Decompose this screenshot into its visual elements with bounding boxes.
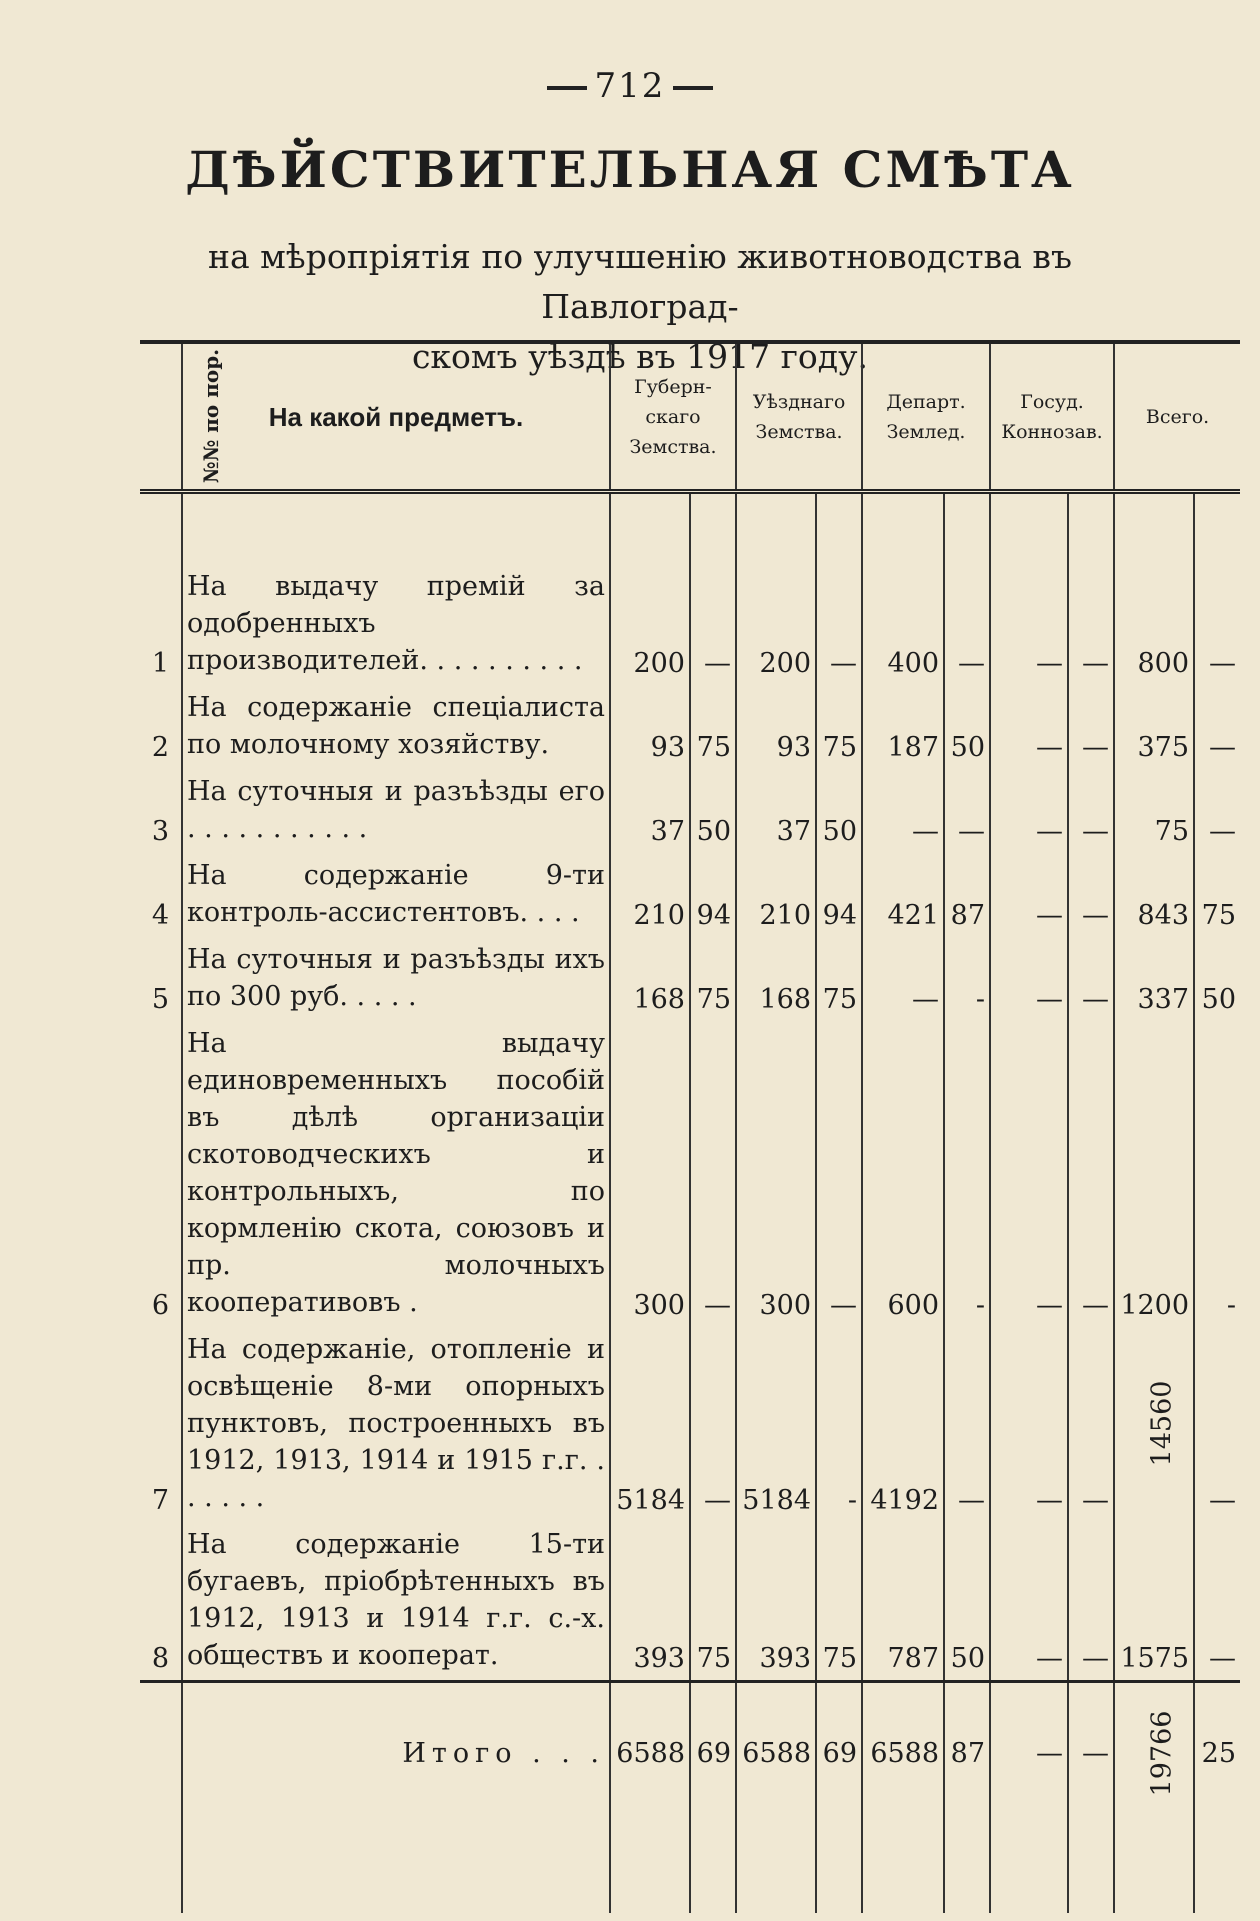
cell-dep: 421 bbox=[862, 853, 944, 937]
cell-uezd: 37 bbox=[736, 769, 816, 853]
row-number: 1 bbox=[151, 648, 170, 679]
cell-total-kop: 50 bbox=[1194, 937, 1240, 1021]
cell-uezd-kop: 50 bbox=[816, 769, 862, 853]
cell-uezd: 168 bbox=[736, 937, 816, 1021]
subtitle-line-2: скомъ уѣздѣ въ 1917 году. bbox=[411, 337, 869, 376]
cell-gos: — bbox=[990, 564, 1068, 685]
cell-dep: 787 bbox=[862, 1522, 944, 1682]
cell-dep: — bbox=[862, 937, 944, 1021]
cell-gos-kop: — bbox=[1068, 853, 1114, 937]
row-subject: На выдачу единовременныхъ пособій въ дѣлѣ организаціи скотоводческихъ и контрольныхъ, по кормленію скота, союзовъ и пр. молочныхъ кооперативовъ . bbox=[182, 1021, 610, 1327]
cell-uezd-kop: 75 bbox=[816, 685, 862, 769]
cell-gub-kop: — bbox=[690, 564, 736, 685]
cell-total: 375 bbox=[1114, 685, 1194, 769]
row-subject: На содержаніе спеціалиста по молочному хозяйству. bbox=[182, 685, 610, 769]
table-row bbox=[140, 937, 1240, 1021]
cell-dep-kop: 50 bbox=[944, 685, 990, 769]
cell-uezd-kop: 94 bbox=[816, 853, 862, 937]
dash-left bbox=[547, 86, 587, 90]
table-row bbox=[140, 769, 1240, 853]
cell-gos: — bbox=[990, 685, 1068, 769]
total-sum bbox=[1114, 1682, 1194, 1824]
row-number: 6 bbox=[151, 1290, 170, 1321]
cell-total-kop: - bbox=[1194, 1021, 1240, 1327]
cell-dep: 187 bbox=[862, 685, 944, 769]
cell-gos: — bbox=[990, 769, 1068, 853]
total-dep-kop: 87 bbox=[944, 1682, 990, 1824]
estimate-table bbox=[140, 340, 1240, 1913]
table-row bbox=[140, 685, 1240, 769]
cell-total: 843 bbox=[1114, 853, 1194, 937]
cell-gos-kop: — bbox=[1068, 1522, 1114, 1682]
total-sum-kop: 25 bbox=[1194, 1682, 1240, 1824]
page-number-value: 712 bbox=[594, 66, 666, 106]
cell-gos: — bbox=[990, 1021, 1068, 1327]
cell-uezd-kop: 75 bbox=[816, 937, 862, 1021]
cell-total: 1200 bbox=[1114, 1021, 1194, 1327]
table-header-row bbox=[140, 342, 1240, 492]
row-subject: На содержаніе 15-ти бугаевъ, пріобрѣтенныхъ въ 1912, 1913 и 1914 г.г. с.-х. обществъ и кооперат. bbox=[182, 1522, 610, 1682]
table-row bbox=[140, 1522, 1240, 1682]
spacer-row bbox=[140, 492, 1240, 565]
cell-total bbox=[1114, 1327, 1194, 1522]
cell-gub-kop: 75 bbox=[690, 685, 736, 769]
cell-uezd: 93 bbox=[736, 685, 816, 769]
cell-uezd: 5184 bbox=[736, 1327, 816, 1522]
dash-right bbox=[673, 86, 713, 90]
total-gub: 6588 bbox=[610, 1682, 690, 1824]
total-sum-vertical: 19766 bbox=[1146, 1710, 1178, 1796]
row-subject: На суточныя и разъѣзды ихъ по 300 руб. . . . . bbox=[182, 937, 610, 1021]
cell-gos: — bbox=[990, 937, 1068, 1021]
header-gos: Госуд. Коннозав. bbox=[990, 342, 1114, 492]
total-uezd-kop: 69 bbox=[816, 1682, 862, 1824]
cell-total-kop: 75 bbox=[1194, 853, 1240, 937]
cell-total-kop: — bbox=[1194, 685, 1240, 769]
cell-total-kop: — bbox=[1194, 1327, 1240, 1522]
cell-total-kop: — bbox=[1194, 1522, 1240, 1682]
cell-dep-kop: 50 bbox=[944, 1522, 990, 1682]
cell-dep-kop: - bbox=[944, 937, 990, 1021]
cell-gub: 393 bbox=[610, 1522, 690, 1682]
row-subject: На выдачу премій за одобренныхъ производителей. . . . . . . . . . bbox=[182, 564, 610, 685]
cell-uezd: 393 bbox=[736, 1522, 816, 1682]
cell-gub-kop: 75 bbox=[690, 1522, 736, 1682]
cell-gub: 168 bbox=[610, 937, 690, 1021]
header-depart: Департ. Землед. bbox=[862, 342, 990, 492]
total-gub-kop: 69 bbox=[690, 1682, 736, 1824]
cell-total-kop: — bbox=[1194, 564, 1240, 685]
cell-gos-kop: — bbox=[1068, 685, 1114, 769]
table-row bbox=[140, 853, 1240, 937]
cell-gos-kop: — bbox=[1068, 769, 1114, 853]
cell-gub: 37 bbox=[610, 769, 690, 853]
cell-uezd-kop: - bbox=[816, 1327, 862, 1522]
table-row bbox=[140, 1327, 1240, 1522]
total-gos: — bbox=[990, 1682, 1068, 1824]
cell-dep-kop: — bbox=[944, 1327, 990, 1522]
cell-gos-kop: — bbox=[1068, 937, 1114, 1021]
cell-gub: 300 bbox=[610, 1021, 690, 1327]
cell-gos: — bbox=[990, 1327, 1068, 1522]
total-label: Итого . . . bbox=[182, 1682, 610, 1824]
cell-gub: 200 bbox=[610, 564, 690, 685]
subtitle-line-1: на мѣропріятія по улучшенію животноводства въ Павлоград- bbox=[207, 237, 1072, 326]
header-gub: Губерн- скаго Земства. bbox=[610, 342, 736, 492]
cell-gub: 93 bbox=[610, 685, 690, 769]
cell-uezd-kop: 75 bbox=[816, 1522, 862, 1682]
cell-gub-kop: 50 bbox=[690, 769, 736, 853]
row-number: 2 bbox=[151, 732, 170, 763]
header-uezd: Уѣзднаго Земства. bbox=[736, 342, 862, 492]
row-number: 3 bbox=[151, 816, 170, 847]
cell-dep-kop: — bbox=[944, 564, 990, 685]
cell-dep: 600 bbox=[862, 1021, 944, 1327]
header-subject: На какой предметъ. bbox=[182, 342, 610, 492]
cell-gos-kop: — bbox=[1068, 564, 1114, 685]
row-number: 5 bbox=[151, 984, 170, 1015]
cell-dep-kop: 87 bbox=[944, 853, 990, 937]
cell-gos: — bbox=[990, 1522, 1068, 1682]
bottom-spacer-row bbox=[140, 1823, 1240, 1913]
cell-uezd: 210 bbox=[736, 853, 816, 937]
cell-dep: — bbox=[862, 769, 944, 853]
header-num: №№ по пор. bbox=[199, 348, 224, 484]
cell-gub-kop: — bbox=[690, 1327, 736, 1522]
cell-total: 75 bbox=[1114, 769, 1194, 853]
cell-gos: — bbox=[990, 853, 1068, 937]
cell-total: 800 bbox=[1114, 564, 1194, 685]
total-empty-cell bbox=[140, 1682, 182, 1824]
cell-gub: 5184 bbox=[610, 1327, 690, 1522]
cell-uezd-kop: — bbox=[816, 1021, 862, 1327]
cell-uezd: 200 bbox=[736, 564, 816, 685]
total-dep: 6588 bbox=[862, 1682, 944, 1824]
total-uezd: 6588 bbox=[736, 1682, 816, 1824]
row-number: 8 bbox=[151, 1643, 170, 1674]
row-number: 4 bbox=[151, 900, 170, 931]
cell-dep: 4192 bbox=[862, 1327, 944, 1522]
cell-dep-kop: — bbox=[944, 769, 990, 853]
cell-uezd: 300 bbox=[736, 1021, 816, 1327]
cell-total-vertical: 14560 bbox=[1146, 1380, 1178, 1467]
cell-total: 337 bbox=[1114, 937, 1194, 1021]
row-number: 7 bbox=[151, 1485, 170, 1516]
document-title: ДѢЙСТВИТЕЛЬНАЯ СМѢТА bbox=[185, 140, 1075, 199]
table-row bbox=[140, 1021, 1240, 1327]
total-row bbox=[140, 1682, 1240, 1824]
cell-gub: 210 bbox=[610, 853, 690, 937]
cell-dep: 400 bbox=[862, 564, 944, 685]
cell-gub-kop: 75 bbox=[690, 937, 736, 1021]
cell-uezd-kop: — bbox=[816, 564, 862, 685]
total-gos-kop: — bbox=[1068, 1682, 1114, 1824]
page-number bbox=[0, 66, 1260, 106]
cell-gos-kop: — bbox=[1068, 1327, 1114, 1522]
cell-total-kop: — bbox=[1194, 769, 1240, 853]
row-subject: На содержаніе, отопленіе и освѣщеніе 8-ми опорныхъ пунктовъ, построенныхъ въ 1912, 1913, 1914 и 1915 г.г. . . . . . . bbox=[182, 1327, 610, 1522]
cell-gos-kop: — bbox=[1068, 1021, 1114, 1327]
table-row bbox=[140, 564, 1240, 685]
cell-dep-kop: - bbox=[944, 1021, 990, 1327]
row-subject: На содержаніе 9-ти контроль-ассистентовъ. . . . bbox=[182, 853, 610, 937]
row-subject: На суточныя и разъѣзды его . . . . . . . . . . . bbox=[182, 769, 610, 853]
cell-gub-kop: — bbox=[690, 1021, 736, 1327]
header-total: Всего. bbox=[1114, 342, 1240, 492]
cell-gub-kop: 94 bbox=[690, 853, 736, 937]
cell-total: 1575 bbox=[1114, 1522, 1194, 1682]
